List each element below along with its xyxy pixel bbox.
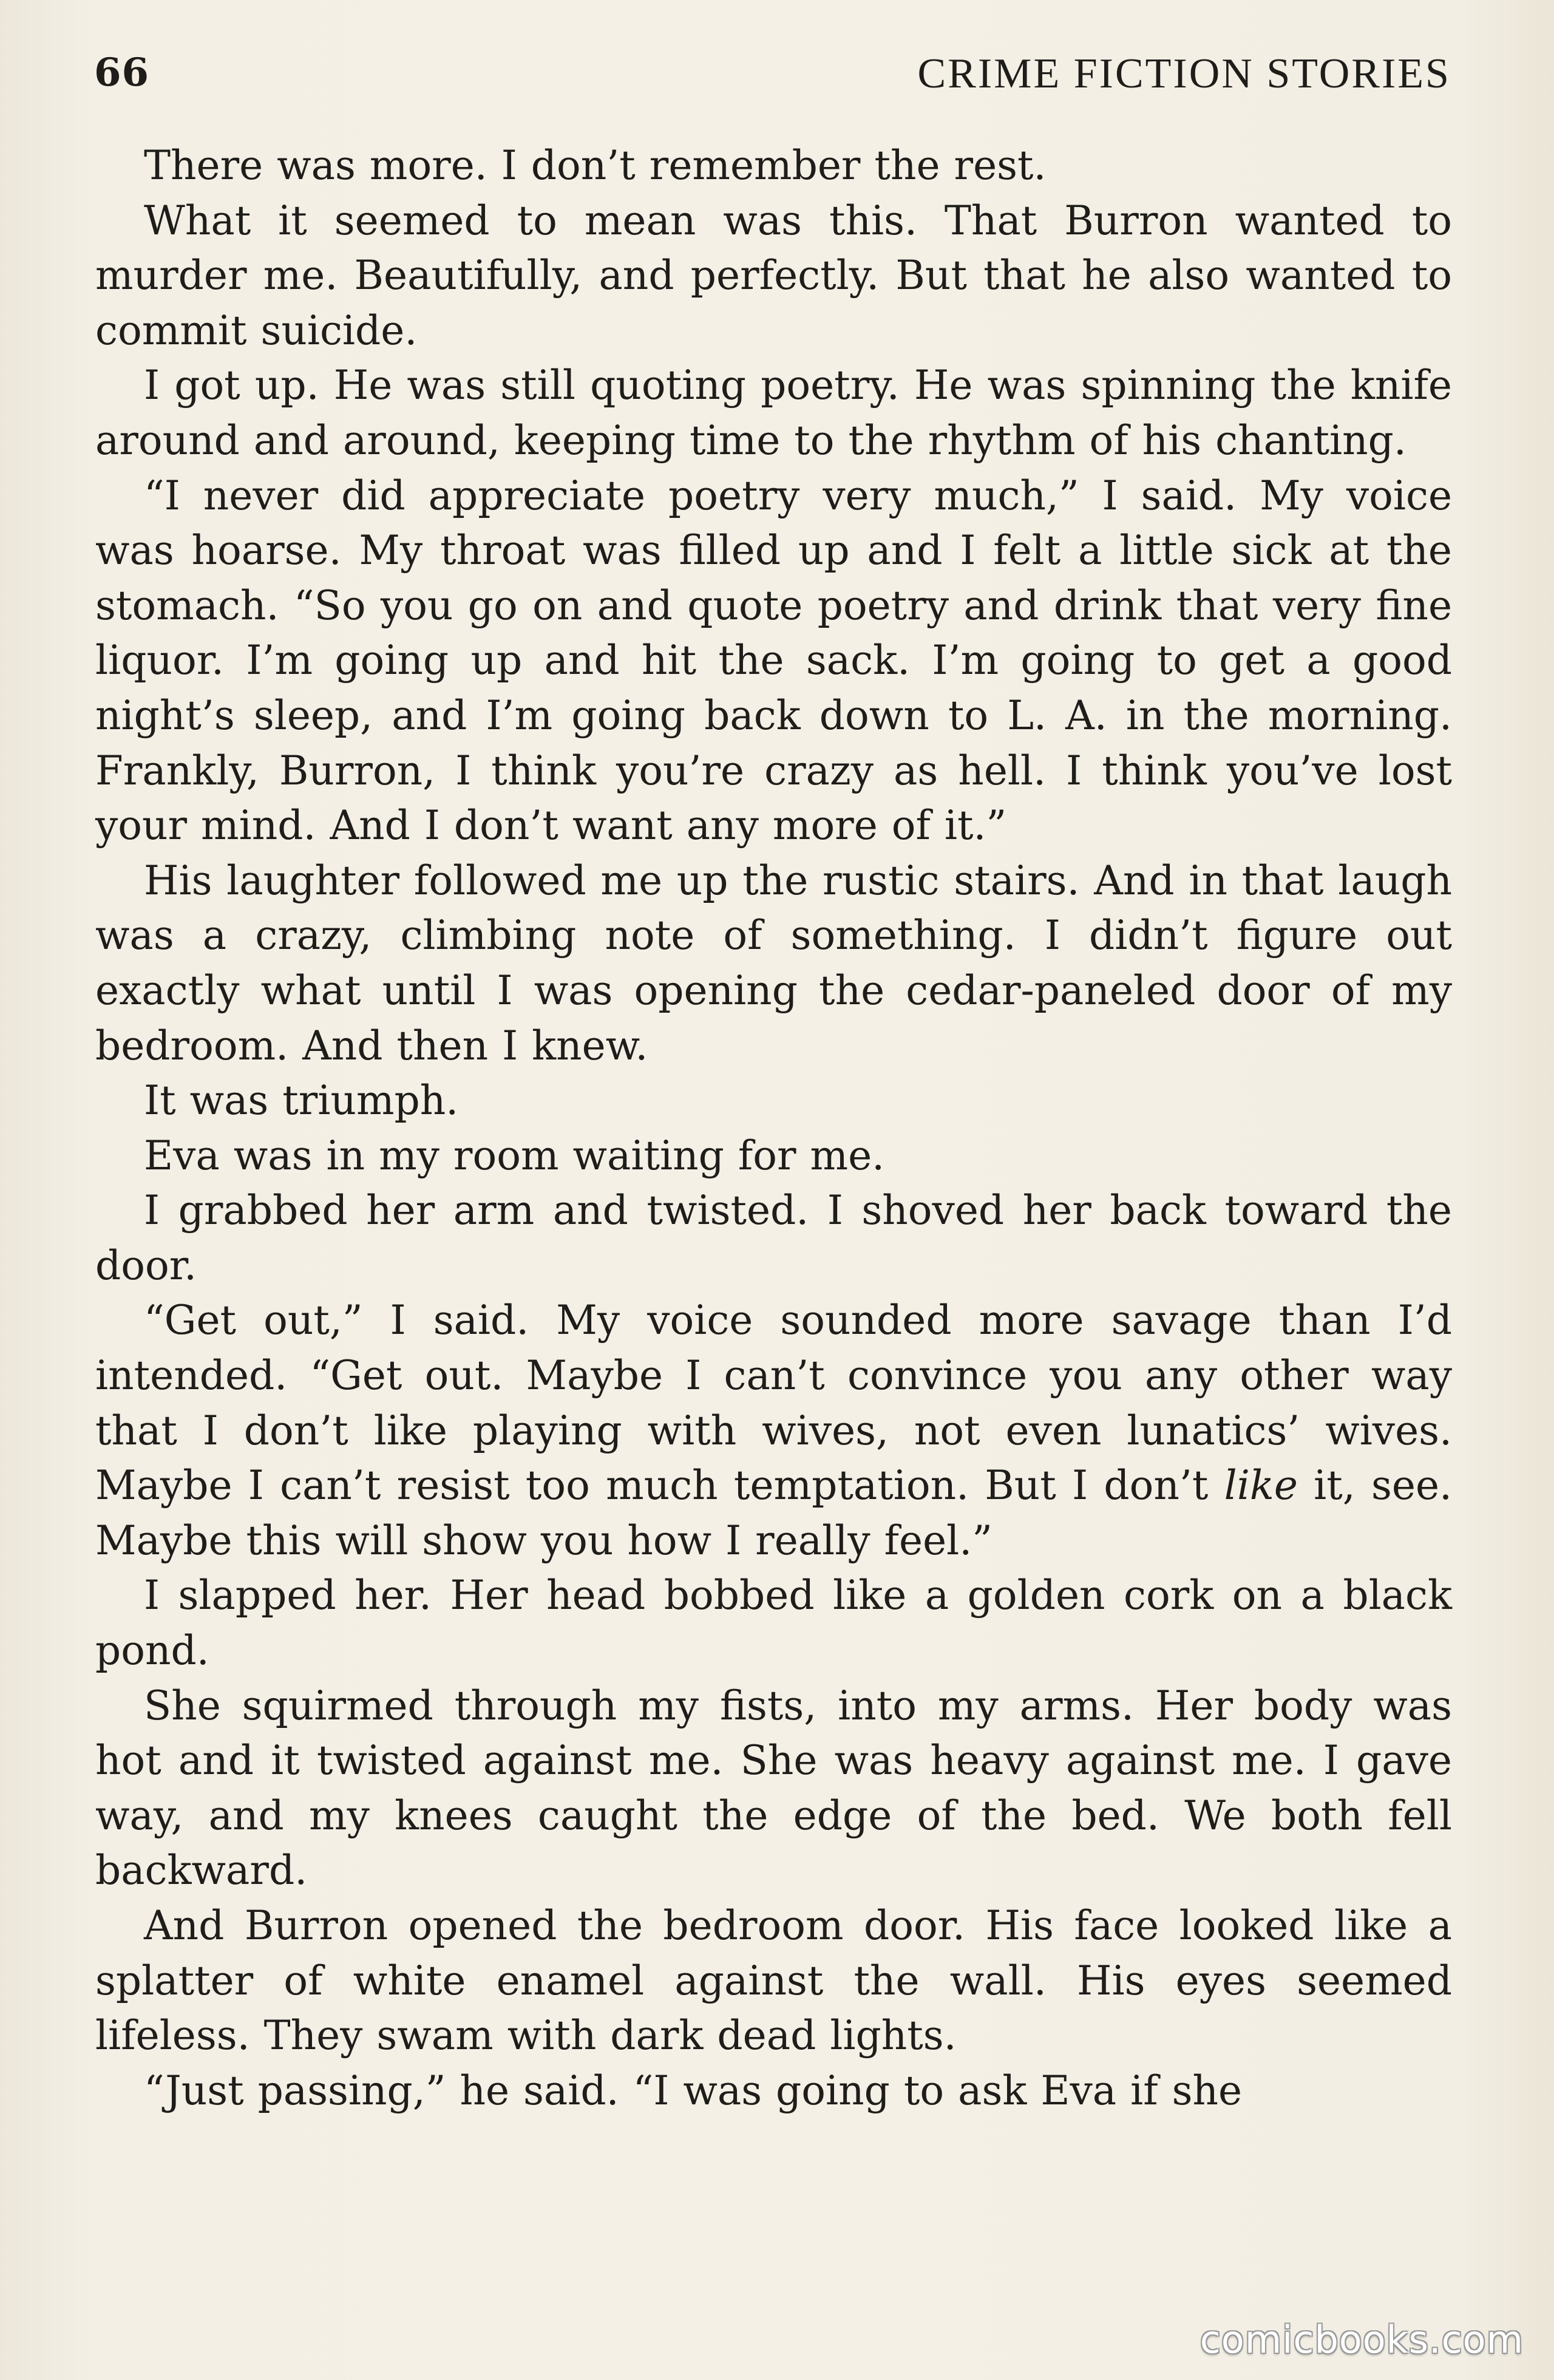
paragraph: “I never did appreciate poetry very much,” I said. My voice was hoarse. My throat was filled up and I felt a little sick at the stomach. “So you go on and quote poetry and drink that very fine liquor. I’m going up and hit the sack. I’m going to get a good night’s sleep, and I’m going back down to L. A. in the morning. Frankly, Burron, I think you’re crazy as hell. I think you’ve lost your mind. And I don’t want any more of it.”	[95, 472, 1452, 849]
paragraph: She squirmed through my fists, into my arms. Her body was hot and it twisted against me. She was heavy against me. I gave way, and my knees caught the edge of the bed. We both fell backward.	[95, 1682, 1452, 1894]
paragraph: Eva was in my room waiting for me.	[144, 1132, 885, 1179]
paragraph: “Just passing,” he said. “I was going to ask Eva if she	[144, 2067, 1243, 2114]
page-number: 66	[94, 50, 150, 95]
paragraph: His laughter followed me up the rustic stairs. And in that laugh was a crazy, climbing note of something. I didn’t figure out exactly what until I was opening the cedar-paneled door of my bedroom. And then I knew.	[95, 857, 1452, 1069]
story-text	[95, 138, 1452, 2118]
paragraph: There was more. I don’t remember the rest.	[144, 142, 1047, 189]
paragraph: I slapped her. Her head bobbed like a golden cork on a black pond.	[95, 1572, 1452, 1674]
paragraph	[95, 1293, 1452, 1568]
paragraph-text-after-italic: it, see. Maybe this will show you how I really feel.”	[95, 1462, 1452, 1564]
paragraph: I got up. He was still quoting poetry. He was spinning the knife around and around, keeping time to the rhythm of his chanting.	[95, 362, 1452, 464]
site-watermark: comicbooks.com	[1199, 2317, 1524, 2362]
running-title: CRIME FICTION STORIES	[917, 50, 1451, 97]
paragraph: It was triumph.	[144, 1077, 459, 1124]
paragraph: I grabbed her arm and twisted. I shoved her back toward the door.	[95, 1187, 1452, 1289]
paragraph: And Burron opened the bedroom door. His face looked like a splatter of white enamel against the wall. His eyes seemed lifeless. They swam with dark dead lights.	[95, 1902, 1452, 2059]
italic-word: like	[1224, 1462, 1298, 1509]
page-header	[94, 50, 1451, 104]
paragraph: What it seemed to mean was this. That Burron wanted to murder me. Beautifully, and perfectly. But that he also wanted to commit suicide.	[95, 197, 1452, 354]
paragraph-text-before-italic: “Get out,” I said. My voice sounded more savage than I’d intended. “Get out. Maybe I can’t convince you any other way that I don’t like playing with wives, not even lunatics’ wives. Maybe I can’t resist too much temptation. But I don’t	[95, 1297, 1452, 1509]
